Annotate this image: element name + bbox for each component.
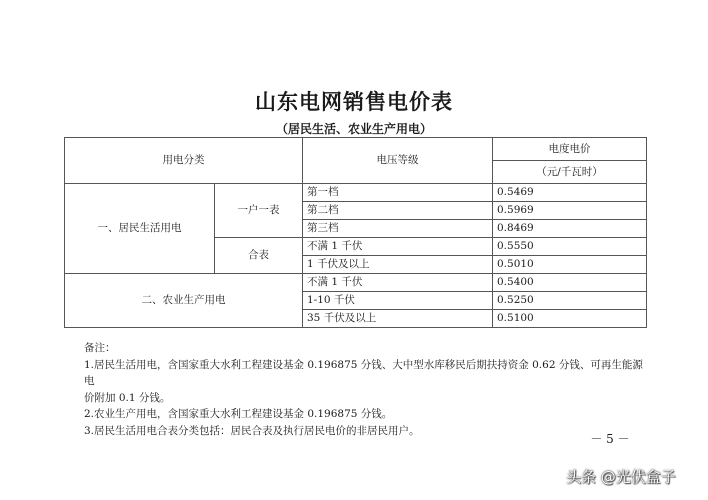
voltage-level-cell: 不满 1 千伏 <box>303 238 493 256</box>
header-price: 电度电价 <box>493 138 647 161</box>
voltage-level-cell: 1 千伏及以上 <box>303 256 493 274</box>
header-category: 用电分类 <box>65 138 303 184</box>
table-header-row <box>65 138 647 161</box>
document-title: 山东电网销售电价表 <box>255 90 453 114</box>
note-line: 3.居民生活用电合表分类包括：居民合表及执行居民电价的非居民用户。 <box>84 424 420 437</box>
price-cell: 0.5100 <box>493 310 647 328</box>
residential-category: 一、居民生活用电 <box>65 184 215 274</box>
page-number: － 5 － <box>590 432 630 446</box>
price-cell: 0.5010 <box>493 256 647 274</box>
watermark: 头条 @光伏盒子 <box>566 468 676 486</box>
price-cell: 0.5469 <box>493 184 647 202</box>
price-cell: 0.5400 <box>493 274 647 292</box>
document-subtitle: （居民生活、农业生产用电） <box>275 122 432 136</box>
header-unit: （元/千瓦时） <box>493 161 647 184</box>
price-cell: 0.5550 <box>493 238 647 256</box>
price-cell: 0.5969 <box>493 202 647 220</box>
per-household-subcategory: 一户一表 <box>215 184 303 238</box>
agricultural-category: 二、农业生产用电 <box>65 274 303 328</box>
shared-meter-subcategory: 合表 <box>215 238 303 274</box>
voltage-level-cell: 第二档 <box>303 202 493 220</box>
table-row <box>65 274 647 292</box>
note-line: 1.居民生活用电，含国家重大水利工程建设基金 0.196875 分钱、大中型水库移民后期扶持资金 0.62 分钱、可再生能源电 <box>84 358 643 387</box>
voltage-level-cell: 第一档 <box>303 184 493 202</box>
table-row <box>65 184 647 202</box>
notes-section <box>84 340 644 439</box>
note-line: 价附加 0.1 分钱。 <box>84 391 171 404</box>
price-table <box>64 137 647 328</box>
notes-heading: 备注： <box>84 342 116 354</box>
voltage-level-cell: 不满 1 千伏 <box>303 274 493 292</box>
voltage-level-cell: 1-10 千伏 <box>303 292 493 310</box>
note-line: 2.农业生产用电，含国家重大水利工程建设基金 0.196875 分钱。 <box>84 408 393 420</box>
voltage-level-cell: 35 千伏及以上 <box>303 310 493 328</box>
header-voltage: 电压等级 <box>303 138 493 184</box>
price-cell: 0.5250 <box>493 292 647 310</box>
price-cell: 0.8469 <box>493 220 647 238</box>
voltage-level-cell: 第三档 <box>303 220 493 238</box>
